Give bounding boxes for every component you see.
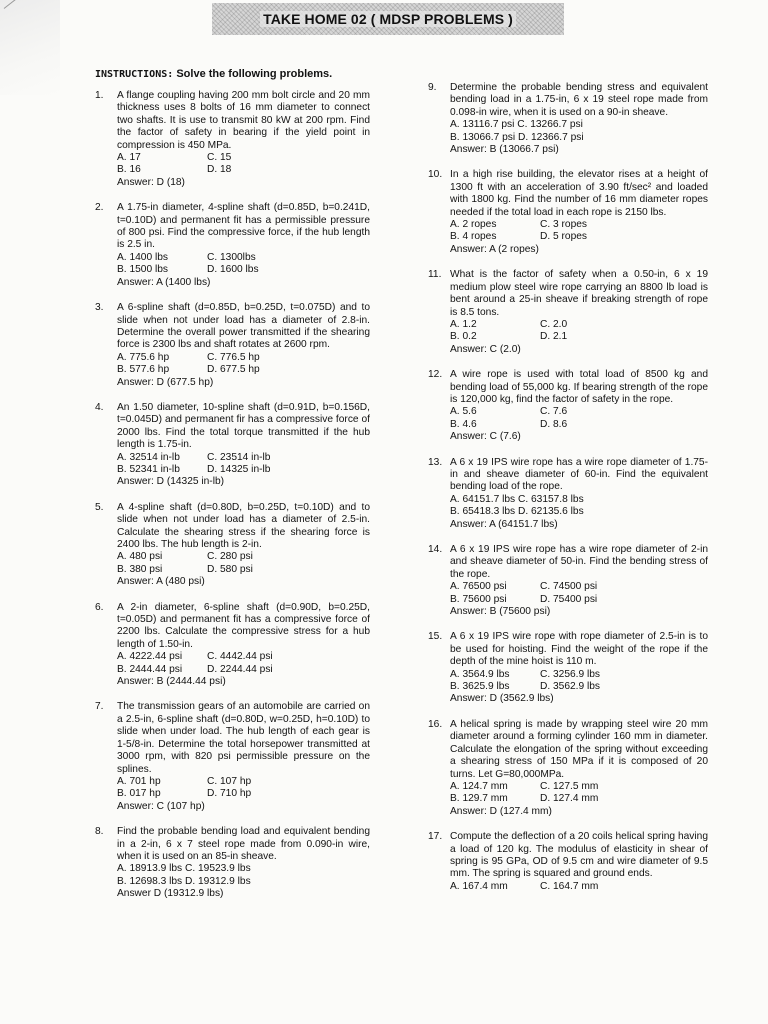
answer-choice: B. 65418.3 lbs D. 62135.6 lbs [450, 506, 584, 518]
answer-choice: C. 74500 psi [540, 581, 598, 593]
problem-number: 11. [428, 269, 442, 281]
problem-number: 14. [428, 544, 443, 555]
problem-number: 17. [428, 831, 443, 843]
answer-choice: B. 0.2 [450, 331, 477, 343]
answer-choice: D. 18 [207, 164, 232, 176]
answer-choice: C. 1300lbs [207, 251, 256, 263]
answer-choice: A. 18913.9 lbs C. 19523.9 lbs [117, 863, 251, 875]
problem-number: 1. [95, 90, 104, 101]
answer-choice: B. 577.6 hp [117, 364, 170, 376]
page-corner-fold [0, 0, 60, 95]
answer-choice: B. 4 ropes [450, 231, 497, 243]
choice-row [450, 581, 708, 593]
choice-row [117, 788, 370, 800]
problem-number: 12. [428, 369, 443, 381]
answer-choice: A. 167.4 mm [450, 880, 508, 892]
answer-choice: B. 12698.3 lbs D. 19312.9 lbs [117, 875, 251, 887]
choice-row [450, 331, 708, 343]
answer-key: Answer: B (13066.7 psi) [450, 144, 559, 156]
answer-choice: D. 75400 psi [540, 593, 598, 605]
problem-number: 2. [95, 202, 104, 214]
problem-text: A 6 x 19 IPS wire rope has a wire rope diameter of 2-in and sheave diameter of 50-in. Find the bending stress of the rope. [450, 544, 708, 580]
answer-key: Answer: A (1400 lbs) [117, 276, 211, 288]
instructions-label: INSTRUCTIONS: [95, 69, 174, 80]
answer-key: Answer: A (2 ropes) [450, 243, 539, 255]
answer-choice: B. 3625.9 lbs [450, 681, 510, 693]
problem-text: Determine the probable bending stress and equivalent bending load in a 1.75-in, 6 x 19 steel rope made from 0.098-in wire, when it is used on a 90-in sheave. [450, 82, 708, 118]
answer-choice: D. 2.1 [540, 331, 568, 343]
answer-key: Answer: D (127.4 mm) [450, 805, 552, 817]
answer-choice: A. 124.7 mm [450, 780, 508, 792]
answer-choice: C. 2.0 [540, 318, 568, 330]
answer-choice: D. 2244.44 psi [207, 663, 273, 675]
choice-row [450, 506, 708, 518]
choice-row [117, 352, 370, 364]
problem-number: 5. [95, 501, 104, 513]
problem-text: An 1.50 diameter, 10-spline shaft (d=0.91D, b=0.156D, t=0.045D) and permanent fir has a compressive force of 2000 lbs. Find the total torque transmitted if the hub length is 1.75-in. [117, 401, 370, 451]
problem-item [95, 202, 370, 289]
choice-row [450, 793, 708, 805]
problem-item [428, 82, 708, 156]
problem-item [95, 90, 370, 189]
answer-choice: C. 280 psi [207, 551, 253, 563]
problem-text: A 6-spline shaft (d=0.85D, b=0.25D, t=0.075D) and to slide when not under load has a diameter of 2.8-in. Determine the overall power transmitted if the shearing force is 2300 lbs and shaft rotates at 2600 rpm. [117, 302, 370, 351]
problem-number: 3. [95, 302, 104, 314]
answer-choice: D. 710 hp [207, 788, 252, 800]
choice-row [450, 132, 708, 144]
problem-number: 16. [428, 718, 443, 730]
answer-key: Answer: A (64151.7 lbs) [450, 518, 558, 530]
choice-row [117, 364, 370, 376]
instructions [95, 68, 370, 80]
answer-choice: A. 775.6 hp [117, 351, 170, 363]
answer-choice: D. 3562.9 lbs [540, 681, 601, 693]
answer-choice: B. 4.6 [450, 418, 477, 430]
answer-key: Answer: B (2444.44 psi) [117, 676, 226, 688]
problem-text: A 4-spline shaft (d=0.80D, b=0.25D, t=0.10D) and to slide when not under load has a diameter of 2.5-in. Calculate the shearing stress if the shearing force is 2400 lbs. The hub length is 2-in. [117, 501, 370, 550]
problem-item [428, 831, 708, 893]
choice-row [117, 876, 370, 888]
choice-row [117, 252, 370, 264]
problem-number: 4. [95, 401, 104, 413]
problem-number: 9. [428, 82, 437, 93]
answer-choice: A. 1.2 [450, 318, 477, 330]
answer-choice: D. 127.4 mm [540, 793, 599, 805]
choice-row [117, 164, 370, 176]
fold-mark [4, 0, 30, 9]
answer-choice: D. 14325 in-lb [207, 463, 271, 475]
answer-choice: A. 17 [117, 152, 141, 164]
answer-choice: C. 107 hp [207, 775, 252, 787]
problem-text: Compute the deflection of a 20 coils helical spring having a load of 120 kg. The modulus of elasticity in shear of spring is 95 GPa, OD of 9.5 cm and wire diameter of 9.5 mm. The spring is squared and ground ends. [450, 831, 708, 880]
answer-key: Answer: D (677.5 hp) [117, 376, 214, 388]
problem-item [95, 701, 370, 813]
answer-key: Answer: A (480 psi) [117, 576, 205, 588]
choice-row [450, 594, 708, 606]
answer-key: Answer: C (107 hp) [117, 800, 205, 812]
problem-text: A 1.75-in diameter, 4-spline shaft (d=0.85D, b=0.241D, t=0.10D) and permanent fit has a permissible pressure of 800 psi. Find the compressive force, if the hub length is 2.5 in. [117, 202, 370, 251]
problem-text: A wire rope is used with total load of 8500 kg and bending load of 55,000 kg. If bearing strength of the rope is 120,000 kg, find the factor of safety in the rope. [450, 369, 708, 405]
answer-choice: B. 75600 psi [450, 593, 507, 605]
answer-choice: D. 8.6 [540, 418, 568, 430]
problem-item [428, 544, 708, 618]
answer-choice: D. 5 ropes [540, 231, 587, 243]
title-banner [212, 3, 564, 35]
answer-key: Answer: B (75600 psi) [450, 606, 551, 618]
right-column [428, 82, 708, 906]
answer-key: Answer: C (2.0) [450, 343, 521, 355]
choice-row [117, 464, 370, 476]
answer-choice: D. 1600 lbs [207, 264, 259, 276]
choice-row [117, 264, 370, 276]
choice-row [450, 781, 708, 793]
choice-row [450, 319, 708, 331]
problem-text: Find the probable bending load and equivalent bending in a 2-in, 6 x 7 steel rope made from 0.090-in wire, when it is used on an 85-in sheave. [117, 826, 370, 862]
problem-text: A flange coupling having 200 mm bolt circle and 20 mm thickness uses 8 bolts of 16 mm diameter to connect two shafts. It is use to transmit 80 kW at 200 rpm. Find the factor of safety in bearing if the yield point in compression is 450 MPa. [117, 90, 370, 151]
choice-row [450, 681, 708, 693]
left-column [95, 68, 370, 914]
answer-choice: B. 017 hp [117, 788, 161, 800]
answer-choice: B. 129.7 mm [450, 793, 508, 805]
problem-item [95, 502, 370, 589]
problem-item [95, 826, 370, 900]
answer-choice: B. 13066.7 psi D. 12366.7 psi [450, 131, 584, 143]
answer-choice: A. 3564.9 lbs [450, 668, 510, 680]
answer-choice: C. 4442.44 psi [207, 651, 273, 663]
answer-choice: B. 380 psi [117, 563, 163, 575]
choice-row [450, 406, 708, 418]
choice-row [450, 231, 708, 243]
choice-row [450, 669, 708, 681]
answer-key: Answer: D (14325 in-lb) [117, 476, 225, 488]
answer-choice: B. 1500 lbs [117, 264, 168, 276]
answer-choice: A. 76500 psi [450, 581, 507, 593]
answer-choice: A. 32514 in-lb [117, 451, 180, 463]
choice-row [450, 494, 708, 506]
page-title: TAKE HOME 02 ( MDSP PROBLEMS ) [260, 11, 516, 27]
problem-text: A helical spring is made by wrapping steel wire 20 mm diameter around a forming cylinder 160 mm in diameter. Calculate the elongation of the spring without exceeding a shearing stress of 150 MPa if it is composed of 20 turns. Let G=80,000MPa. [450, 718, 708, 780]
problem-item [428, 369, 708, 443]
problem-number: 13. [428, 456, 443, 468]
choice-row [450, 119, 708, 131]
problem-item [95, 302, 370, 389]
choice-row [117, 564, 370, 576]
problem-item [428, 169, 708, 256]
choice-row [117, 651, 370, 663]
choice-row [117, 452, 370, 464]
answer-choice: C. 15 [207, 152, 232, 164]
problem-item [95, 402, 370, 489]
problem-text: A 2-in diameter, 6-spline shaft (d=0.90D, b=0.25D, t=0.05D) and permanent fit has a compressive force of 2200 lbs. Calculate the compressive stress for a hub length of 1.50-in. [117, 601, 370, 650]
answer-choice: A. 701 hp [117, 775, 161, 787]
answer-key: Answer: D (3562.9 lbs) [450, 693, 554, 705]
problem-text: What is the factor of safety when a 0.50-in, 6 x 19 medium plow steel wire rope carrying an 8800 lb load is bent around a 25-in sheave if breaking strength of rope is 8.5 tons. [450, 269, 708, 318]
answer-choice: A. 5.6 [450, 406, 477, 418]
answer-choice: A. 2 ropes [450, 219, 497, 231]
problem-number: 8. [95, 826, 104, 838]
problem-text: In a high rise building, the elevator rises at a height of 1300 ft with an acceleration of 3.90 ft/sec² and loaded with 1800 kg. Find the number of 16 mm diameter ropes needed if the total load in each rope is 2150 lbs. [450, 169, 708, 218]
answer-choice: A. 64151.7 lbs C. 63157.8 lbs [450, 493, 584, 505]
choice-row [117, 551, 370, 563]
problem-text: A 6 x 19 IPS wire rope has a wire rope diameter of 1.75-in and sheave diameter of 60-in. Find the equivalent bending load of the rope. [450, 456, 708, 493]
choice-row [117, 664, 370, 676]
problem-number: 15. [428, 631, 443, 643]
answer-choice: D. 677.5 hp [207, 364, 260, 376]
choice-row [117, 776, 370, 788]
answer-choice: C. 776.5 hp [207, 351, 260, 363]
answer-choice: A. 4222.44 psi [117, 651, 183, 663]
answer-choice: C. 127.5 mm [540, 780, 599, 792]
answer-choice: C. 164.7 mm [540, 880, 599, 892]
choice-row [450, 881, 708, 893]
answer-choice: C. 7.6 [540, 406, 568, 418]
problem-text: The transmission gears of an automobile are carried on a 2.5-in, 6-spline shaft (d=0.80D, w=0.25D, h=0.10D) to slide when under load. The hub length of each gear is 1-5/8-in. Determine the total horsepower transmitted at 3000 rpm, with 820 psi permissible pressure on the splines. [117, 701, 370, 775]
problem-number: 6. [95, 601, 104, 613]
answer-choice: D. 580 psi [207, 563, 253, 575]
answer-choice: A. 480 psi [117, 551, 163, 563]
problem-number: 7. [95, 701, 104, 713]
answer-choice: A. 1400 lbs [117, 251, 168, 263]
answer-key: Answer: C (7.6) [450, 431, 521, 443]
choice-row [450, 419, 708, 431]
problem-number: 10. [428, 169, 443, 181]
answer-choice: C. 3 ropes [540, 219, 587, 231]
answer-key: Answer: D (18) [117, 176, 185, 188]
answer-choice: B. 52341 in-lb [117, 463, 180, 475]
answer-choice: C. 23514 in-lb [207, 451, 271, 463]
problem-text: A 6 x 19 IPS wire rope with rope diameter of 2.5-in is to be used for hoisting. Find the weight of the rope if the depth of the mine hoist is 110 m. [450, 631, 708, 668]
answer-choice: A. 13116.7 psi C. 13266.7 psi [450, 119, 583, 131]
problem-item [95, 602, 370, 689]
choice-row [117, 863, 370, 875]
problem-item [428, 269, 708, 356]
instructions-text: Solve the following problems. [176, 68, 333, 80]
problem-item [428, 457, 708, 531]
answer-choice: C. 3256.9 lbs [540, 668, 601, 680]
answer-choice: B. 16 [117, 164, 141, 176]
problem-item [428, 631, 708, 705]
problem-item [428, 719, 708, 818]
choice-row [117, 152, 370, 164]
answer-key: Answer D (19312.9 lbs) [117, 888, 224, 900]
answer-choice: B. 2444.44 psi [117, 663, 183, 675]
choice-row [450, 219, 708, 231]
